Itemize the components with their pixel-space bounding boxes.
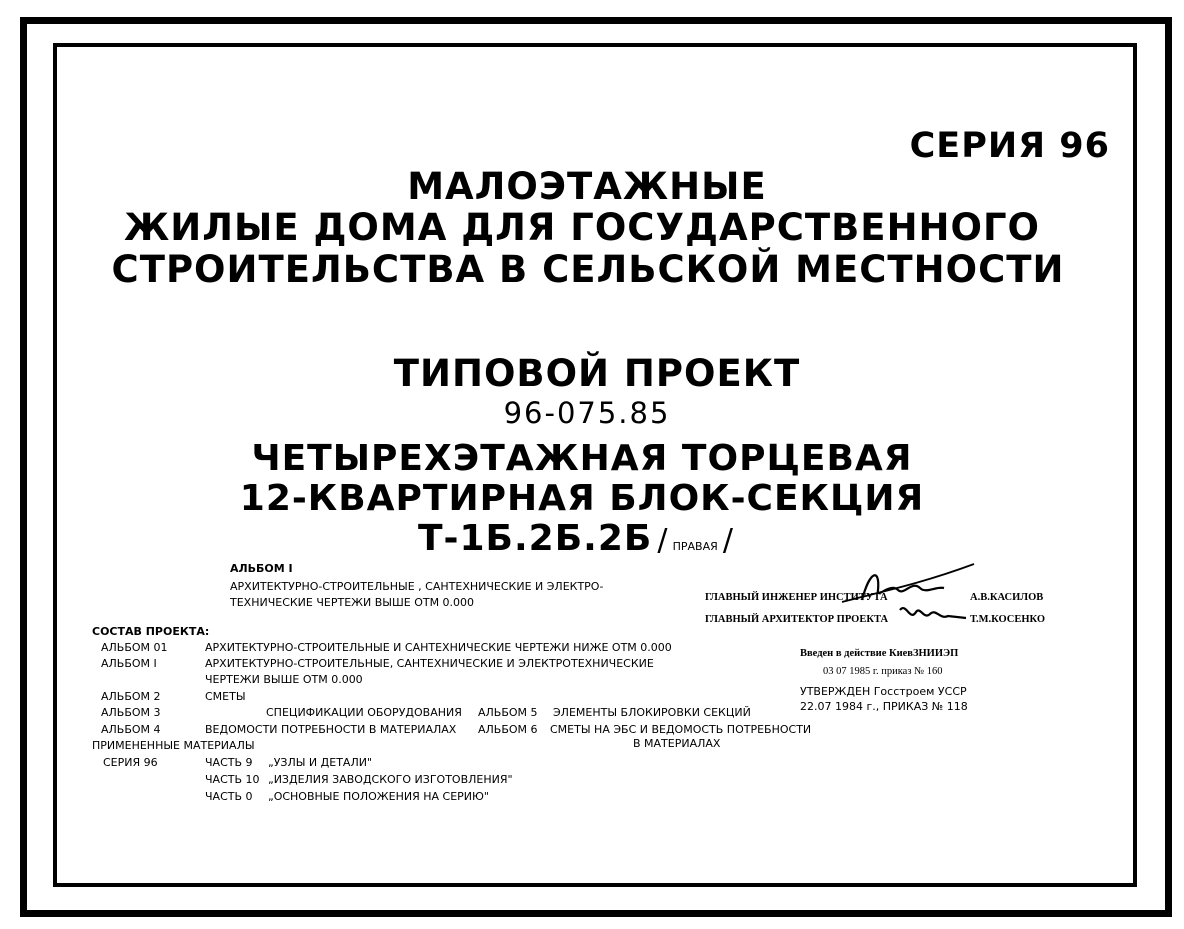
part-10-name: „ИЗДЕЛИЯ ЗАВОДСКОГО ИЗГОТОВЛЕНИЯ" xyxy=(268,773,513,786)
enactment-line-4: 22.07 1984 г., ПРИКАЗ № 118 xyxy=(800,700,968,713)
composition-heading: СОСТАВ ПРОЕКТА: xyxy=(92,625,210,638)
composition-label-0: АЛЬБОМ 01 xyxy=(101,641,168,654)
section-code: Т-1Б.2Б.2Б xyxy=(418,518,653,559)
composition-label-1: АЛЬБОМ I xyxy=(101,657,157,670)
album6-text-line-1: СМЕТЫ НА ЭБС И ВЕДОМОСТЬ ПОТРЕБНОСТИ xyxy=(550,723,812,736)
series-label: СЕРИЯ 96 xyxy=(909,126,1110,166)
project-type: ТИПОВОЙ ПРОЕКТ xyxy=(393,352,801,395)
slash-close: / xyxy=(722,523,733,558)
composition-text-3: СМЕТЫ xyxy=(205,690,246,703)
composition-text-1: АРХИТЕКТУРНО-СТРОИТЕЛЬНЫЕ, САНТЕХНИЧЕСКИЕ И ЭЛЕКТРОТЕХНИЧЕСКИЕ xyxy=(205,657,654,670)
composition-label-3: АЛЬБОМ 2 xyxy=(101,690,161,703)
enactment-line-2: 03 07 1985 г. приказ № 160 xyxy=(823,666,943,677)
slash-open: / xyxy=(657,523,668,558)
enactment-line-3: УТВЕРЖДЕН Госстроем УССР xyxy=(800,685,967,698)
album-desc-line-2: ТЕХНИЧЕСКИЕ ЧЕРТЕЖИ ВЫШЕ ОТМ 0.000 xyxy=(230,596,475,609)
chief-architect-name: Т.М.КОСЕНКО xyxy=(970,614,1046,625)
project-code: 96-075.85 xyxy=(503,396,671,430)
part-9: ЧАСТЬ 9 xyxy=(205,756,253,769)
composition-label-5: АЛЬБОМ 4 xyxy=(101,723,161,736)
section-side: ПРАВАЯ xyxy=(672,540,718,553)
series-96-label: СЕРИЯ 96 xyxy=(103,756,158,769)
section-code-row xyxy=(418,518,733,559)
part-9-name: „УЗЛЫ И ДЕТАЛИ" xyxy=(268,756,373,769)
composition-text-2: ЧЕРТЕЖИ ВЫШЕ ОТМ 0.000 xyxy=(205,673,363,686)
album6-text-line-2: В МАТЕРИАЛАХ xyxy=(633,737,721,750)
composition-text-0: АРХИТЕКТУРНО-СТРОИТЕЛЬНЫЕ И САНТЕХНИЧЕСКИЕ ЧЕРТЕЖИ НИЖЕ ОТМ 0.000 xyxy=(205,641,672,654)
applied-heading: ПРИМЕНЕННЫЕ МАТЕРИАЛЫ xyxy=(92,739,255,752)
subtitle-line-2: 12-КВАРТИРНАЯ БЛОК-СЕКЦИЯ xyxy=(239,478,925,519)
title-line-3: СТРОИТЕЛЬСТВА В СЕЛЬСКОЙ МЕСТНОСТИ xyxy=(111,248,1065,291)
album5-text: ЭЛЕМЕНТЫ БЛОКИРОВКИ СЕКЦИЙ xyxy=(553,706,751,719)
album5-label: АЛЬБОМ 5 xyxy=(478,706,538,719)
composition-label-4: АЛЬБОМ 3 xyxy=(101,706,161,719)
chief-engineer-role: ГЛАВНЫЙ ИНЖЕНЕР ИНСТИТУТА xyxy=(705,592,888,603)
title-line-2: ЖИЛЫЕ ДОМА ДЛЯ ГОСУДАРСТВЕННОГО xyxy=(124,206,1040,249)
composition-text-5: ВЕДОМОСТИ ПОТРЕБНОСТИ В МАТЕРИАЛАХ xyxy=(205,723,457,736)
chief-engineer-name: А.В.КАСИЛОВ xyxy=(970,592,1044,603)
album6-label: АЛЬБОМ 6 xyxy=(478,723,538,736)
part-0: ЧАСТЬ 0 xyxy=(205,790,253,803)
album-desc-line-1: АРХИТЕКТУРНО-СТРОИТЕЛЬНЫЕ , САНТЕХНИЧЕСКИЕ И ЭЛЕКТРО- xyxy=(230,580,604,593)
title-line-1: МАЛОЭТАЖНЫЕ xyxy=(407,165,767,208)
subtitle-line-1: ЧЕТЫРЕХЭТАЖНАЯ ТОРЦЕВАЯ xyxy=(251,438,913,479)
album-title: АЛЬБОМ I xyxy=(230,562,293,575)
handwritten-signatures xyxy=(840,560,980,640)
part-10: ЧАСТЬ 10 xyxy=(205,773,260,786)
enactment-line-1: Введен в действие КиевЗНИИЭП xyxy=(800,648,959,659)
composition-text-4: СПЕЦИФИКАЦИИ ОБОРУДОВАНИЯ xyxy=(266,706,462,719)
part-0-name: „ОСНОВНЫЕ ПОЛОЖЕНИЯ НА СЕРИЮ" xyxy=(268,790,489,803)
chief-architect-role: ГЛАВНЫЙ АРХИТЕКТОР ПРОЕКТА xyxy=(705,614,889,625)
